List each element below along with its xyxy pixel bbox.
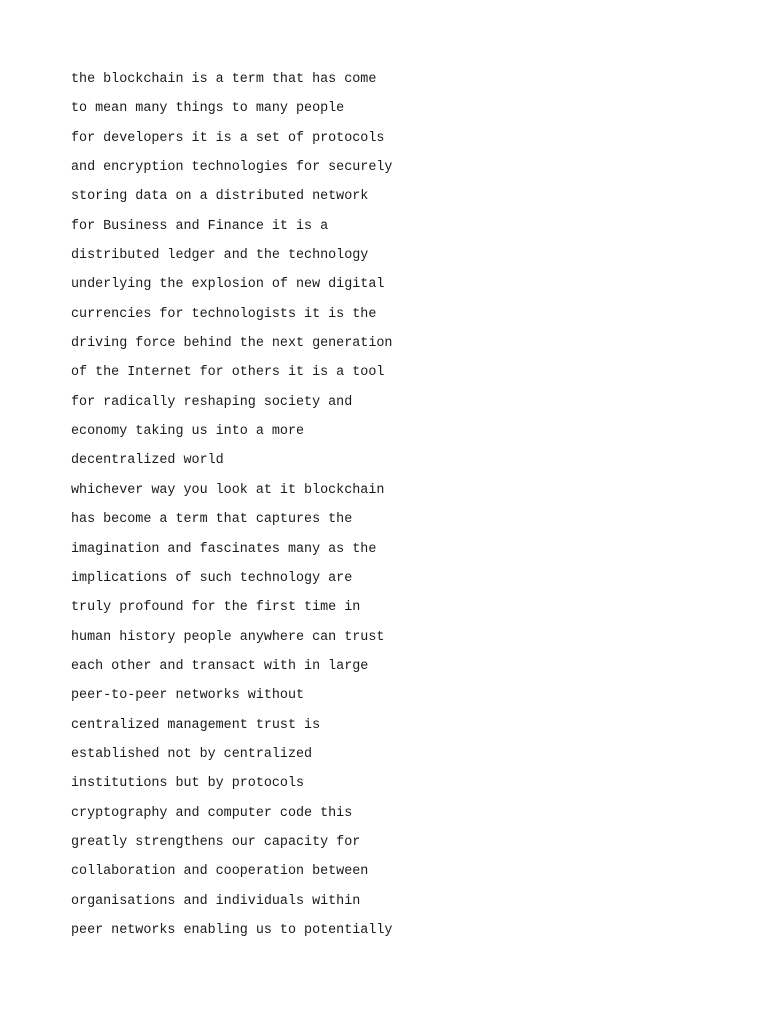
text-line: cryptography and computer code this	[71, 805, 353, 821]
text-line: decentralized world	[71, 453, 224, 469]
text-line: collaboration and cooperation between	[71, 864, 369, 880]
text-line: to mean many things to many people	[71, 101, 345, 117]
text-line: distributed ledger and the technology	[71, 248, 369, 264]
text-line: and encryption technologies for securely	[71, 160, 393, 176]
text-line: centralized management trust is	[71, 717, 321, 733]
text-line: storing data on a distributed network	[71, 189, 369, 205]
text-line: for radically reshaping society and	[71, 394, 353, 410]
text-line: peer-to-peer networks without	[71, 688, 305, 704]
text-line: of the Internet for others it is a tool	[71, 365, 385, 381]
text-line: human history people anywhere can trust	[71, 629, 385, 645]
text-line: implications of such technology are	[71, 570, 353, 586]
text-line: for Business and Finance it is a	[71, 218, 329, 234]
text-line: whichever way you look at it blockchain	[71, 482, 385, 498]
text-line: the blockchain is a term that has come	[71, 72, 377, 87]
text-line: truly profound for the first time in	[71, 600, 361, 616]
text-line: organisations and individuals within	[71, 893, 361, 909]
text-line: each other and transact with in large	[71, 658, 369, 674]
text-line: greatly strengthens our capacity for	[71, 834, 361, 850]
text-line: currencies for technologists it is the	[71, 306, 377, 322]
text-line: for developers it is a set of protocols	[71, 130, 385, 146]
text-line: peer networks enabling us to potentially	[71, 922, 393, 938]
text-line: imagination and fascinates many as the	[71, 541, 377, 557]
text-line: has become a term that captures the	[71, 512, 353, 528]
text-line: driving force behind the next generation	[71, 336, 393, 352]
document-body	[71, 65, 671, 945]
text-line: underlying the explosion of new digital	[71, 277, 385, 293]
text-line: institutions but by protocols	[71, 776, 305, 792]
text-line: economy taking us into a more	[71, 424, 305, 440]
text-line: established not by centralized	[71, 746, 313, 762]
